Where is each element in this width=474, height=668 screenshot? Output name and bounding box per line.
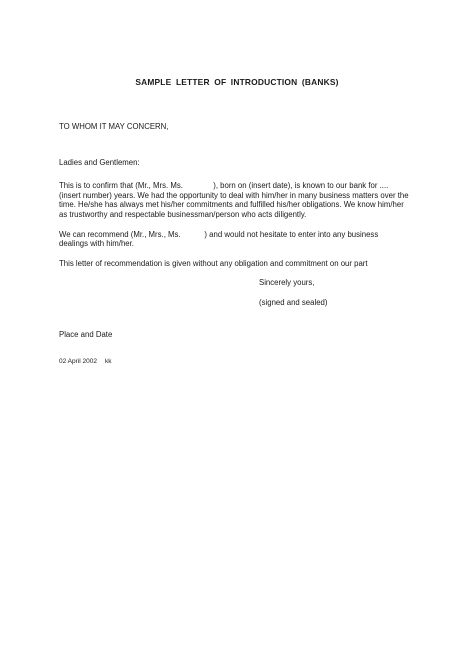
greeting-line: Ladies and Gentlemen: bbox=[59, 157, 140, 167]
place-date-line: Place and Date bbox=[59, 329, 113, 339]
date-footer bbox=[59, 357, 419, 367]
letter-title: SAMPLE LETTER OF INTRODUCTION (BANKS) bbox=[135, 77, 339, 87]
signature-line: (signed and sealed) bbox=[259, 297, 328, 307]
paragraph-recommend bbox=[59, 230, 419, 249]
initials: kk bbox=[104, 358, 112, 366]
paragraph-line: time. He/she has always met his/her commitments and fulfilled his/her obligations. We know him/her bbox=[59, 200, 404, 210]
paragraph-confirmation bbox=[59, 181, 419, 219]
letter-body bbox=[59, 122, 419, 367]
paragraph-line: (insert number) years. We had the opportunity to deal with him/her in many business matters over the bbox=[59, 190, 409, 200]
paragraph-line: as trustworthy and respectable businessman/person who acts diligently. bbox=[59, 209, 307, 219]
closing-line: Sincerely yours, bbox=[259, 278, 315, 288]
paragraph-line: dealings with him/her. bbox=[59, 239, 134, 249]
paragraph-line: This is to confirm that (Mr., Mrs. Ms. ), born on (insert date), is known to our bank for .... bbox=[59, 181, 389, 191]
paragraph-obligation: This letter of recommendation is given without any obligation and commitment on our part bbox=[59, 258, 368, 268]
to-whom-line: TO WHOM IT MAY CONCERN, bbox=[59, 122, 169, 131]
paragraph-line: We can recommend (Mr., Mrs., Ms. ) and would not hesitate to enter into any business bbox=[59, 229, 379, 239]
letter-date: 02 April 2002 bbox=[59, 358, 97, 366]
